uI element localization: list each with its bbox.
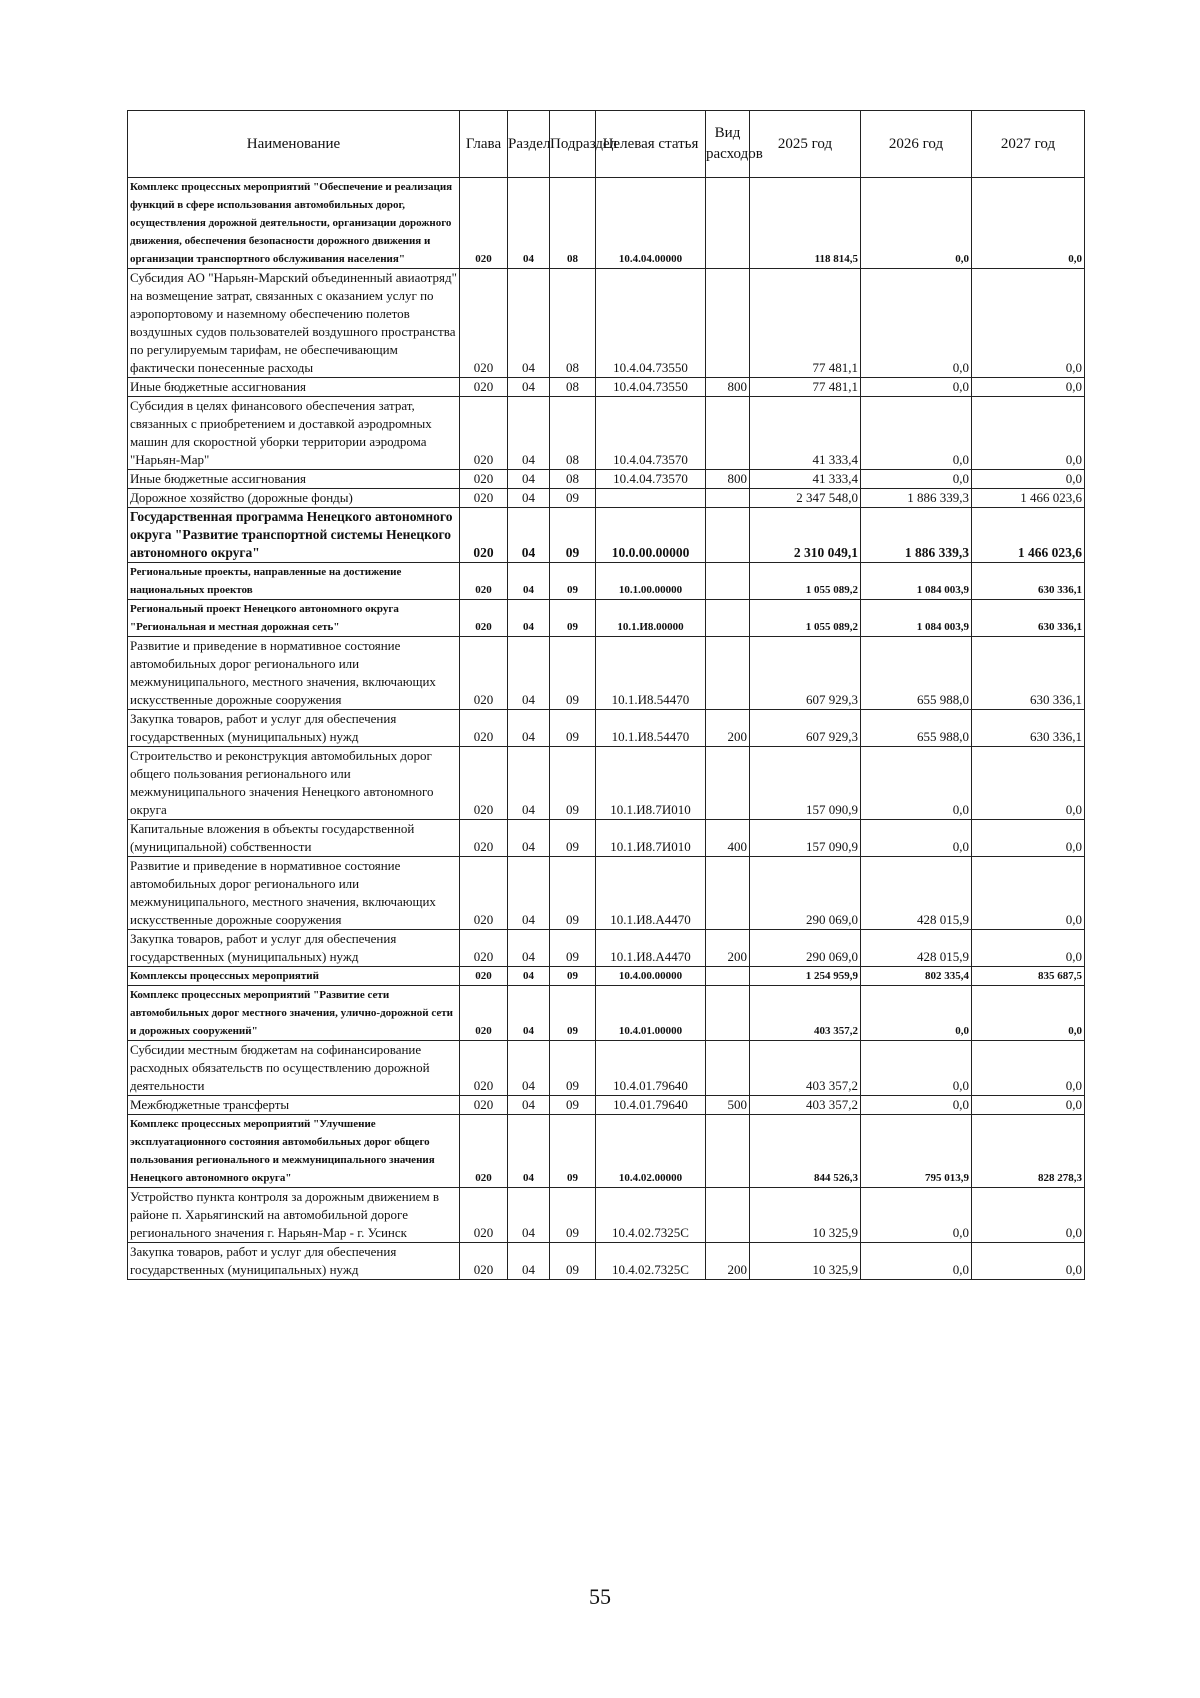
cell-expense-kind <box>706 1115 750 1188</box>
cell-subsection: 09 <box>550 508 596 563</box>
table-row <box>128 967 1085 986</box>
cell-target-article <box>596 489 706 508</box>
cell-expense-kind <box>706 178 750 269</box>
cell-chapter: 020 <box>460 508 508 563</box>
cell-2026: 0,0 <box>861 747 972 820</box>
cell-2026: 0,0 <box>861 178 972 269</box>
cell-2026: 655 988,0 <box>861 637 972 710</box>
cell-expense-kind: 400 <box>706 820 750 857</box>
cell-chapter: 020 <box>460 930 508 967</box>
cell-chapter: 020 <box>460 378 508 397</box>
cell-2025: 157 090,9 <box>750 747 861 820</box>
cell-name: Капитальные вложения в объекты государственной (муниципальной) собственности <box>128 820 460 857</box>
cell-subsection: 09 <box>550 857 596 930</box>
cell-2025: 10 325,9 <box>750 1243 861 1280</box>
cell-section: 04 <box>508 1041 550 1096</box>
cell-section: 04 <box>508 600 550 637</box>
cell-expense-kind <box>706 986 750 1041</box>
cell-target-article: 10.4.01.79640 <box>596 1041 706 1096</box>
cell-subsection: 09 <box>550 489 596 508</box>
cell-chapter: 020 <box>460 269 508 378</box>
cell-2027: 0,0 <box>972 820 1085 857</box>
budget-table <box>127 110 1085 1280</box>
cell-chapter: 020 <box>460 1243 508 1280</box>
cell-2026: 1 084 003,9 <box>861 563 972 600</box>
cell-target-article: 10.4.01.79640 <box>596 1096 706 1115</box>
cell-2025: 403 357,2 <box>750 1041 861 1096</box>
cell-2026: 0,0 <box>861 986 972 1041</box>
cell-target-article: 10.1.И8.54470 <box>596 637 706 710</box>
table-row <box>128 930 1085 967</box>
cell-expense-kind <box>706 637 750 710</box>
cell-target-article: 10.1.И8.А4470 <box>596 857 706 930</box>
cell-name: Межбюджетные трансферты <box>128 1096 460 1115</box>
cell-2025: 290 069,0 <box>750 857 861 930</box>
cell-subsection: 09 <box>550 986 596 1041</box>
cell-target-article: 10.1.00.00000 <box>596 563 706 600</box>
table-row <box>128 857 1085 930</box>
cell-expense-kind <box>706 967 750 986</box>
cell-section: 04 <box>508 986 550 1041</box>
table-row <box>128 1243 1085 1280</box>
cell-2026: 0,0 <box>861 397 972 470</box>
cell-section: 04 <box>508 489 550 508</box>
cell-target-article: 10.4.02.00000 <box>596 1115 706 1188</box>
cell-section: 04 <box>508 747 550 820</box>
cell-2026: 655 988,0 <box>861 710 972 747</box>
table-row <box>128 637 1085 710</box>
header-section: Раздел <box>508 111 550 178</box>
cell-name: Региональный проект Ненецкого автономного округа "Региональная и местная дорожная сеть" <box>128 600 460 637</box>
cell-2027: 1 466 023,6 <box>972 508 1085 563</box>
cell-2027: 0,0 <box>972 857 1085 930</box>
cell-subsection: 09 <box>550 1041 596 1096</box>
cell-chapter: 020 <box>460 489 508 508</box>
cell-name: Комплекс процессных мероприятий "Обеспечение и реализация функций в сфере использования автомобильных дорог, осуществления дорожной деятельности, организации дорожного движения, обеспечения безопасности дорожного движения и организации транспортного обслуживания населения" <box>128 178 460 269</box>
cell-2025: 1 055 089,2 <box>750 563 861 600</box>
cell-subsection: 08 <box>550 470 596 489</box>
cell-2027: 0,0 <box>972 1041 1085 1096</box>
cell-expense-kind <box>706 508 750 563</box>
cell-expense-kind: 800 <box>706 470 750 489</box>
cell-subsection: 08 <box>550 378 596 397</box>
cell-name: Субсидия в целях финансового обеспечения затрат, связанных с приобретением и доставкой аэродромных машин для скоростной уборки территории аэродрома "Нарьян-Мар" <box>128 397 460 470</box>
cell-target-article: 10.4.01.00000 <box>596 986 706 1041</box>
cell-name: Субсидии местным бюджетам на софинансирование расходных обязательств по осуществлению дорожной деятельности <box>128 1041 460 1096</box>
cell-2027: 0,0 <box>972 378 1085 397</box>
cell-target-article: 10.1.И8.7И010 <box>596 820 706 857</box>
cell-expense-kind <box>706 269 750 378</box>
cell-section: 04 <box>508 820 550 857</box>
cell-subsection: 08 <box>550 397 596 470</box>
page-number: 55 <box>589 1584 611 1609</box>
cell-2025: 290 069,0 <box>750 930 861 967</box>
cell-2025: 41 333,4 <box>750 470 861 489</box>
cell-section: 04 <box>508 269 550 378</box>
cell-expense-kind <box>706 600 750 637</box>
cell-target-article: 10.1.И8.00000 <box>596 600 706 637</box>
cell-2027: 835 687,5 <box>972 967 1085 986</box>
cell-name: Иные бюджетные ассигнования <box>128 378 460 397</box>
table-row <box>128 489 1085 508</box>
cell-chapter: 020 <box>460 710 508 747</box>
cell-2025: 118 814,5 <box>750 178 861 269</box>
cell-2027: 1 466 023,6 <box>972 489 1085 508</box>
header-year-2027: 2027 год <box>972 111 1085 178</box>
cell-section: 04 <box>508 637 550 710</box>
cell-2026: 0,0 <box>861 1243 972 1280</box>
cell-chapter: 020 <box>460 470 508 489</box>
cell-2027: 0,0 <box>972 986 1085 1041</box>
cell-2027: 0,0 <box>972 178 1085 269</box>
cell-2026: 0,0 <box>861 820 972 857</box>
cell-2027: 828 278,3 <box>972 1115 1085 1188</box>
table-row <box>128 1115 1085 1188</box>
cell-section: 04 <box>508 1188 550 1243</box>
cell-expense-kind: 200 <box>706 930 750 967</box>
cell-name: Закупка товаров, работ и услуг для обеспечения государственных (муниципальных) нужд <box>128 1243 460 1280</box>
cell-2027: 0,0 <box>972 1243 1085 1280</box>
table-header-row <box>128 111 1085 178</box>
cell-target-article: 10.4.04.73550 <box>596 269 706 378</box>
cell-expense-kind <box>706 1041 750 1096</box>
cell-chapter: 020 <box>460 1115 508 1188</box>
cell-2025: 2 310 049,1 <box>750 508 861 563</box>
cell-2025: 2 347 548,0 <box>750 489 861 508</box>
cell-target-article: 10.1.И8.А4470 <box>596 930 706 967</box>
cell-subsection: 09 <box>550 1243 596 1280</box>
header-target-article: Целевая статья <box>596 111 706 178</box>
cell-expense-kind: 200 <box>706 1243 750 1280</box>
cell-expense-kind <box>706 397 750 470</box>
cell-section: 04 <box>508 178 550 269</box>
cell-target-article: 10.4.04.00000 <box>596 178 706 269</box>
cell-2027: 630 336,1 <box>972 600 1085 637</box>
cell-2026: 428 015,9 <box>861 857 972 930</box>
cell-section: 04 <box>508 508 550 563</box>
header-subsection: Подраздел <box>550 111 596 178</box>
cell-name: Строительство и реконструкция автомобильных дорог общего пользования регионального или межмуниципального значения Ненецкого автономного округа <box>128 747 460 820</box>
cell-chapter: 020 <box>460 1188 508 1243</box>
cell-target-article: 10.0.00.00000 <box>596 508 706 563</box>
cell-2027: 0,0 <box>972 930 1085 967</box>
cell-2026: 0,0 <box>861 1188 972 1243</box>
cell-subsection: 09 <box>550 600 596 637</box>
cell-subsection: 09 <box>550 930 596 967</box>
cell-2026: 428 015,9 <box>861 930 972 967</box>
cell-section: 04 <box>508 470 550 489</box>
cell-2027: 0,0 <box>972 1188 1085 1243</box>
cell-2026: 0,0 <box>861 378 972 397</box>
cell-subsection: 08 <box>550 178 596 269</box>
cell-section: 04 <box>508 710 550 747</box>
cell-expense-kind <box>706 489 750 508</box>
cell-2027: 630 336,1 <box>972 637 1085 710</box>
header-year-2026: 2026 год <box>861 111 972 178</box>
cell-chapter: 020 <box>460 857 508 930</box>
cell-expense-kind <box>706 1188 750 1243</box>
cell-expense-kind <box>706 857 750 930</box>
cell-subsection: 09 <box>550 1096 596 1115</box>
table-row <box>128 1041 1085 1096</box>
cell-2027: 0,0 <box>972 1096 1085 1115</box>
cell-2027: 0,0 <box>972 397 1085 470</box>
cell-subsection: 08 <box>550 269 596 378</box>
cell-section: 04 <box>508 397 550 470</box>
cell-section: 04 <box>508 563 550 600</box>
cell-2026: 795 013,9 <box>861 1115 972 1188</box>
cell-chapter: 020 <box>460 967 508 986</box>
cell-expense-kind <box>706 747 750 820</box>
cell-section: 04 <box>508 967 550 986</box>
cell-2026: 0,0 <box>861 1041 972 1096</box>
cell-name: Закупка товаров, работ и услуг для обеспечения государственных (муниципальных) нужд <box>128 930 460 967</box>
table-row <box>128 747 1085 820</box>
cell-name: Закупка товаров, работ и услуг для обеспечения государственных (муниципальных) нужд <box>128 710 460 747</box>
cell-name: Развитие и приведение в нормативное состояние автомобильных дорог регионального или межмуниципального, местного значения, включающих искусственные дорожные сооружения <box>128 857 460 930</box>
cell-2026: 0,0 <box>861 1096 972 1115</box>
cell-target-article: 10.4.04.73570 <box>596 397 706 470</box>
table-row <box>128 470 1085 489</box>
table-row <box>128 600 1085 637</box>
cell-section: 04 <box>508 857 550 930</box>
table-row <box>128 508 1085 563</box>
cell-subsection: 09 <box>550 747 596 820</box>
cell-subsection: 09 <box>550 820 596 857</box>
header-name: Наименование <box>128 111 460 178</box>
table-row <box>128 710 1085 747</box>
header-year-2025: 2025 год <box>750 111 861 178</box>
cell-name: Дорожное хозяйство (дорожные фонды) <box>128 489 460 508</box>
table-row <box>128 397 1085 470</box>
cell-2026: 0,0 <box>861 269 972 378</box>
cell-target-article: 10.4.02.7325С <box>596 1188 706 1243</box>
cell-target-article: 10.1.И8.7И010 <box>596 747 706 820</box>
cell-chapter: 020 <box>460 178 508 269</box>
cell-2026: 1 084 003,9 <box>861 600 972 637</box>
cell-2025: 403 357,2 <box>750 986 861 1041</box>
cell-2026: 0,0 <box>861 470 972 489</box>
cell-section: 04 <box>508 378 550 397</box>
header-chapter: Глава <box>460 111 508 178</box>
cell-chapter: 020 <box>460 637 508 710</box>
cell-chapter: 020 <box>460 1041 508 1096</box>
cell-name: Комплексы процессных мероприятий <box>128 967 460 986</box>
table-row <box>128 1188 1085 1243</box>
cell-target-article: 10.4.04.73550 <box>596 378 706 397</box>
cell-2027: 0,0 <box>972 470 1085 489</box>
table-row <box>128 1096 1085 1115</box>
cell-subsection: 09 <box>550 967 596 986</box>
cell-2026: 1 886 339,3 <box>861 508 972 563</box>
header-expense-kind: Вид расходов <box>706 111 750 178</box>
cell-name: Субсидия АО "Нарьян-Марский объединенный авиаотряд" на возмещение затрат, связанных с оказанием услуг по аэропортовому и наземному обеспечению полетов воздушных судов пользователей воздушного пространства по регулируемым тарифам, не обеспечивающим фактически понесенные расходы <box>128 269 460 378</box>
cell-name: Комплекс процессных мероприятий "Улучшение эксплуатационного состояния автомобильных дорог общего пользования регионального и межмуниципального значения Ненецкого автономного округа" <box>128 1115 460 1188</box>
cell-subsection: 09 <box>550 1188 596 1243</box>
cell-name: Развитие и приведение в нормативное состояние автомобильных дорог регионального или межмуниципального, местного значения, включающих искусственные дорожные сооружения <box>128 637 460 710</box>
cell-2027: 630 336,1 <box>972 563 1085 600</box>
cell-2027: 0,0 <box>972 747 1085 820</box>
cell-chapter: 020 <box>460 820 508 857</box>
cell-section: 04 <box>508 1115 550 1188</box>
table-body <box>128 178 1085 1280</box>
cell-subsection: 09 <box>550 710 596 747</box>
cell-2026: 1 886 339,3 <box>861 489 972 508</box>
table-row <box>128 269 1085 378</box>
cell-2025: 607 929,3 <box>750 710 861 747</box>
cell-target-article: 10.1.И8.54470 <box>596 710 706 747</box>
cell-chapter: 020 <box>460 986 508 1041</box>
cell-name: Устройство пункта контроля за дорожным движением в районе п. Харьягинский на автомобильной дороге регионального значения г. Нарьян-Мар - г. Усинск <box>128 1188 460 1243</box>
cell-expense-kind: 500 <box>706 1096 750 1115</box>
cell-section: 04 <box>508 930 550 967</box>
table-row <box>128 563 1085 600</box>
cell-name: Государственная программа Ненецкого автономного округа "Развитие транспортной системы Ненецкого автономного округа" <box>128 508 460 563</box>
cell-name: Региональные проекты, направленные на достижение национальных проектов <box>128 563 460 600</box>
table-row <box>128 178 1085 269</box>
cell-2025: 77 481,1 <box>750 269 861 378</box>
cell-2025: 41 333,4 <box>750 397 861 470</box>
cell-section: 04 <box>508 1243 550 1280</box>
cell-chapter: 020 <box>460 600 508 637</box>
cell-2025: 1 254 959,9 <box>750 967 861 986</box>
table-row <box>128 986 1085 1041</box>
cell-2025: 844 526,3 <box>750 1115 861 1188</box>
cell-target-article: 10.4.04.73570 <box>596 470 706 489</box>
cell-expense-kind: 800 <box>706 378 750 397</box>
cell-2025: 1 055 089,2 <box>750 600 861 637</box>
cell-expense-kind: 200 <box>706 710 750 747</box>
cell-2025: 403 357,2 <box>750 1096 861 1115</box>
cell-chapter: 020 <box>460 747 508 820</box>
cell-2027: 630 336,1 <box>972 710 1085 747</box>
cell-chapter: 020 <box>460 1096 508 1115</box>
cell-2025: 157 090,9 <box>750 820 861 857</box>
cell-target-article: 10.4.02.7325С <box>596 1243 706 1280</box>
cell-chapter: 020 <box>460 563 508 600</box>
cell-2026: 802 335,4 <box>861 967 972 986</box>
cell-section: 04 <box>508 1096 550 1115</box>
cell-2025: 607 929,3 <box>750 637 861 710</box>
cell-chapter: 020 <box>460 397 508 470</box>
cell-2025: 77 481,1 <box>750 378 861 397</box>
cell-expense-kind <box>706 563 750 600</box>
cell-subsection: 09 <box>550 1115 596 1188</box>
cell-2027: 0,0 <box>972 269 1085 378</box>
cell-subsection: 09 <box>550 637 596 710</box>
cell-subsection: 09 <box>550 563 596 600</box>
cell-2025: 10 325,9 <box>750 1188 861 1243</box>
table-row <box>128 820 1085 857</box>
cell-name: Иные бюджетные ассигнования <box>128 470 460 489</box>
cell-target-article: 10.4.00.00000 <box>596 967 706 986</box>
cell-name: Комплекс процессных мероприятий "Развитие сети автомобильных дорог местного значения, улично-дорожной сети и дорожных сооружений" <box>128 986 460 1041</box>
table-row <box>128 378 1085 397</box>
